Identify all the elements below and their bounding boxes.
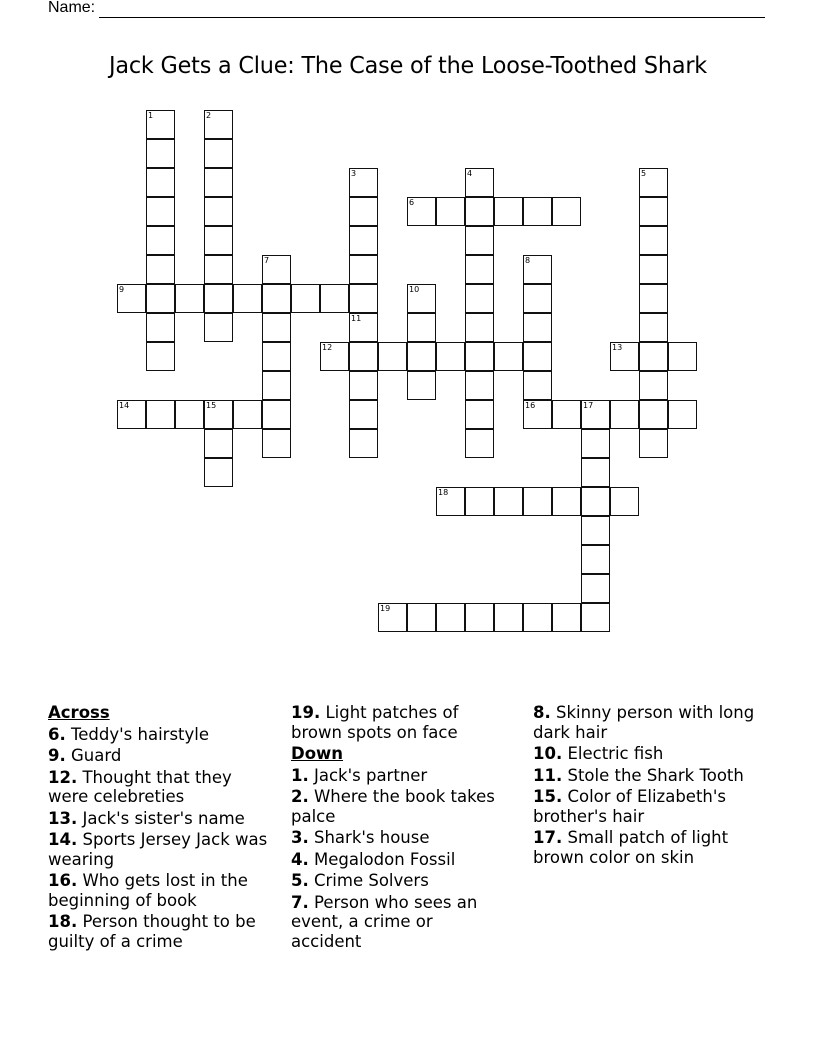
grid-cell[interactable] (349, 255, 378, 284)
grid-cell[interactable] (320, 342, 349, 371)
clue-down (291, 871, 496, 891)
clue-across (291, 703, 496, 742)
grid-cell[interactable] (639, 371, 668, 400)
clue-down (291, 828, 496, 848)
clue-down (291, 850, 496, 870)
clue-number: 9 (119, 285, 125, 294)
grid-cell[interactable] (494, 487, 523, 516)
grid-cell[interactable] (146, 284, 175, 313)
clue-number-label: 5. (291, 871, 309, 890)
clue-number-label: 9. (48, 746, 66, 765)
grid-cell[interactable] (639, 429, 668, 458)
clue-text: Electric fish (562, 744, 664, 763)
clue-number-label: 19. (291, 703, 321, 722)
grid-cell[interactable] (204, 313, 233, 342)
grid-cell[interactable] (610, 400, 639, 429)
clue-text: Who gets lost in the beginning of book (48, 871, 248, 910)
grid-cell[interactable] (407, 603, 436, 632)
grid-cell[interactable] (523, 487, 552, 516)
grid-cell[interactable] (465, 226, 494, 255)
grid-cell[interactable] (175, 400, 204, 429)
clue-across (48, 912, 276, 951)
grid-cell[interactable] (146, 197, 175, 226)
grid-cell[interactable] (523, 371, 552, 400)
clue-number: 7 (264, 256, 270, 265)
clue-down (533, 787, 761, 826)
grid-cell[interactable] (465, 255, 494, 284)
grid-cell[interactable] (146, 110, 175, 139)
clue-text: Teddy's hairstyle (65, 724, 210, 744)
grid-cell[interactable] (146, 313, 175, 342)
grid-cell[interactable] (349, 313, 378, 342)
clue-number-label: 8. (533, 703, 551, 722)
grid-cell[interactable] (262, 371, 291, 400)
grid-cell[interactable] (436, 197, 465, 226)
grid-cell[interactable] (465, 342, 494, 371)
grid-cell[interactable] (639, 197, 668, 226)
clue-number-label: 16. (48, 871, 78, 890)
grid-cell[interactable] (436, 342, 465, 371)
grid-cell[interactable] (204, 458, 233, 487)
grid-cell[interactable] (117, 284, 146, 313)
grid-cell[interactable] (523, 255, 552, 284)
grid-cell[interactable] (407, 342, 436, 371)
clue-text: Light patches of brown spots on face (291, 703, 459, 742)
clue-text: Stole the Shark Tooth (562, 765, 744, 785)
clue-text: Thought that they were celebreties (48, 767, 232, 806)
across-heading: Across (48, 703, 110, 722)
clue-down (533, 703, 761, 742)
grid-cell[interactable] (610, 342, 639, 371)
clue-across (48, 871, 276, 910)
grid-cell[interactable] (204, 168, 233, 197)
clue-number: 13 (612, 343, 623, 352)
grid-cell[interactable] (436, 487, 465, 516)
grid-cell[interactable] (494, 603, 523, 632)
clue-number-label: 3. (291, 828, 309, 847)
page-title: Jack Gets a Clue: The Case of the Loose-Toothed Shark (108, 53, 708, 79)
clue-number: 11 (351, 314, 362, 323)
clue-number: 15 (206, 401, 217, 410)
grid-cell[interactable] (581, 545, 610, 574)
grid-cell[interactable] (494, 197, 523, 226)
clue-number-label: 11. (533, 765, 563, 785)
clue-number: 12 (322, 343, 333, 352)
clue-number: 8 (525, 256, 531, 265)
grid-cell[interactable] (204, 429, 233, 458)
clue-number: 14 (119, 401, 130, 410)
grid-cell[interactable] (117, 400, 146, 429)
clue-number: 5 (641, 169, 647, 178)
grid-cell[interactable] (552, 400, 581, 429)
grid-cell[interactable] (465, 371, 494, 400)
grid-cell[interactable] (349, 226, 378, 255)
grid-cell[interactable] (204, 139, 233, 168)
clue-number: 16 (525, 401, 536, 410)
grid-cell[interactable] (349, 342, 378, 371)
clue-across (48, 746, 276, 766)
grid-cell[interactable] (262, 313, 291, 342)
clue-number: 10 (409, 285, 420, 294)
grid-cell[interactable] (407, 197, 436, 226)
grid-cell[interactable] (465, 429, 494, 458)
grid-cell[interactable] (523, 284, 552, 313)
grid-cell[interactable] (204, 226, 233, 255)
clue-column-2 (291, 703, 496, 953)
grid-cell[interactable] (523, 313, 552, 342)
grid-cell[interactable] (668, 342, 697, 371)
grid-cell[interactable] (262, 284, 291, 313)
grid-cell[interactable] (639, 400, 668, 429)
clue-down (291, 893, 496, 952)
grid-cell[interactable] (581, 603, 610, 632)
grid-cell[interactable] (465, 284, 494, 313)
grid-cell[interactable] (349, 400, 378, 429)
grid-cell[interactable] (378, 342, 407, 371)
grid-cell[interactable] (204, 400, 233, 429)
clue-text: Jack's partner (308, 765, 428, 785)
clue-text: Sports Jersey Jack was wearing (48, 830, 268, 869)
grid-cell[interactable] (349, 284, 378, 313)
clue-down (291, 766, 496, 786)
grid-cell[interactable] (465, 603, 494, 632)
grid-cell[interactable] (320, 284, 349, 313)
clue-text: Person who sees an event, a crime or accident (291, 892, 478, 951)
grid-cell[interactable] (552, 603, 581, 632)
clue-number-label: 6. (48, 724, 66, 744)
grid-cell[interactable] (204, 110, 233, 139)
clue-text: Where the book takes palce (291, 787, 495, 826)
clue-down (291, 787, 496, 826)
clue-number-label: 13. (48, 808, 78, 828)
grid-cell[interactable] (146, 400, 175, 429)
clue-number-label: 10. (533, 744, 563, 763)
clue-number: 1 (148, 111, 154, 120)
clue-text: Guard (65, 746, 122, 765)
clue-down (533, 744, 761, 764)
clue-text: Person thought to be guilty of a crime (48, 912, 256, 951)
grid-cell[interactable] (407, 313, 436, 342)
grid-cell[interactable] (639, 168, 668, 197)
grid-cell[interactable] (523, 342, 552, 371)
grid-cell[interactable] (668, 400, 697, 429)
grid-cell[interactable] (523, 400, 552, 429)
clue-number: 2 (206, 111, 212, 120)
grid-cell[interactable] (407, 371, 436, 400)
grid-cell[interactable] (465, 168, 494, 197)
grid-cell[interactable] (639, 313, 668, 342)
clue-number-label: 4. (291, 849, 309, 869)
grid-cell[interactable] (581, 429, 610, 458)
grid-cell[interactable] (465, 197, 494, 226)
clue-text: Crime Solvers (308, 871, 429, 890)
clue-text: Small patch of light brown color on skin (533, 828, 729, 867)
clue-across (48, 725, 276, 745)
clue-column-3 (533, 703, 761, 869)
grid-cell[interactable] (146, 226, 175, 255)
grid-cell[interactable] (523, 603, 552, 632)
grid-cell[interactable] (639, 284, 668, 313)
grid-cell[interactable] (233, 284, 262, 313)
grid-cell[interactable] (146, 342, 175, 371)
grid-cell[interactable] (233, 400, 262, 429)
grid-cell[interactable] (639, 342, 668, 371)
clue-number-label: 2. (291, 787, 309, 806)
grid-cell[interactable] (494, 342, 523, 371)
clue-number: 4 (467, 169, 473, 178)
clue-number-label: 17. (533, 828, 563, 847)
grid-cell[interactable] (639, 255, 668, 284)
name-label: Name: (48, 0, 96, 16)
grid-cell[interactable] (581, 458, 610, 487)
clue-number: 18 (438, 488, 449, 497)
clue-number: 3 (351, 169, 357, 178)
clue-text: Color of Elizabeth's brother's hair (533, 787, 727, 826)
grid-cell[interactable] (349, 197, 378, 226)
grid-cell[interactable] (262, 255, 291, 284)
grid-cell[interactable] (349, 168, 378, 197)
grid-cell[interactable] (552, 487, 581, 516)
grid-cell[interactable] (291, 284, 320, 313)
grid-cell[interactable] (581, 487, 610, 516)
grid-cell[interactable] (262, 429, 291, 458)
clue-down (533, 766, 761, 786)
grid-cell[interactable] (465, 487, 494, 516)
grid-cell[interactable] (639, 226, 668, 255)
grid-cell[interactable] (262, 342, 291, 371)
clue-number-label: 7. (291, 892, 309, 912)
grid-cell[interactable] (378, 603, 407, 632)
grid-cell[interactable] (262, 400, 291, 429)
clue-across (48, 768, 276, 807)
clue-text: Skinny person with long dark hair (533, 703, 755, 742)
grid-cell[interactable] (204, 255, 233, 284)
grid-cell[interactable] (146, 255, 175, 284)
grid-cell[interactable] (204, 197, 233, 226)
grid-cell[interactable] (146, 139, 175, 168)
clue-column-1 (48, 703, 276, 953)
grid-cell[interactable] (523, 197, 552, 226)
clue-across (48, 830, 276, 869)
clue-across (48, 809, 276, 829)
grid-cell[interactable] (349, 429, 378, 458)
clue-text: Shark's house (308, 828, 430, 847)
clue-text: Megalodon Fossil (308, 849, 456, 869)
grid-cell[interactable] (407, 284, 436, 313)
grid-cell[interactable] (465, 313, 494, 342)
clue-number: 6 (409, 198, 415, 207)
grid-cell[interactable] (552, 197, 581, 226)
grid-cell[interactable] (581, 516, 610, 545)
grid-cell[interactable] (581, 400, 610, 429)
clue-number-label: 14. (48, 830, 78, 849)
down-heading: Down (291, 744, 344, 763)
clue-text: Jack's sister's name (77, 808, 245, 828)
clue-down (533, 828, 761, 867)
grid-cell[interactable] (465, 400, 494, 429)
grid-cell[interactable] (581, 574, 610, 603)
clue-number-label: 18. (48, 912, 78, 931)
grid-cell[interactable] (175, 284, 204, 313)
clue-number-label: 1. (291, 765, 309, 785)
grid-cell[interactable] (204, 284, 233, 313)
clue-number: 19 (380, 604, 391, 613)
grid-cell[interactable] (436, 603, 465, 632)
grid-cell[interactable] (610, 487, 639, 516)
clue-number-label: 15. (533, 787, 563, 806)
clue-number: 17 (583, 401, 594, 410)
grid-cell[interactable] (146, 168, 175, 197)
clue-number-label: 12. (48, 767, 78, 787)
grid-cell[interactable] (349, 371, 378, 400)
